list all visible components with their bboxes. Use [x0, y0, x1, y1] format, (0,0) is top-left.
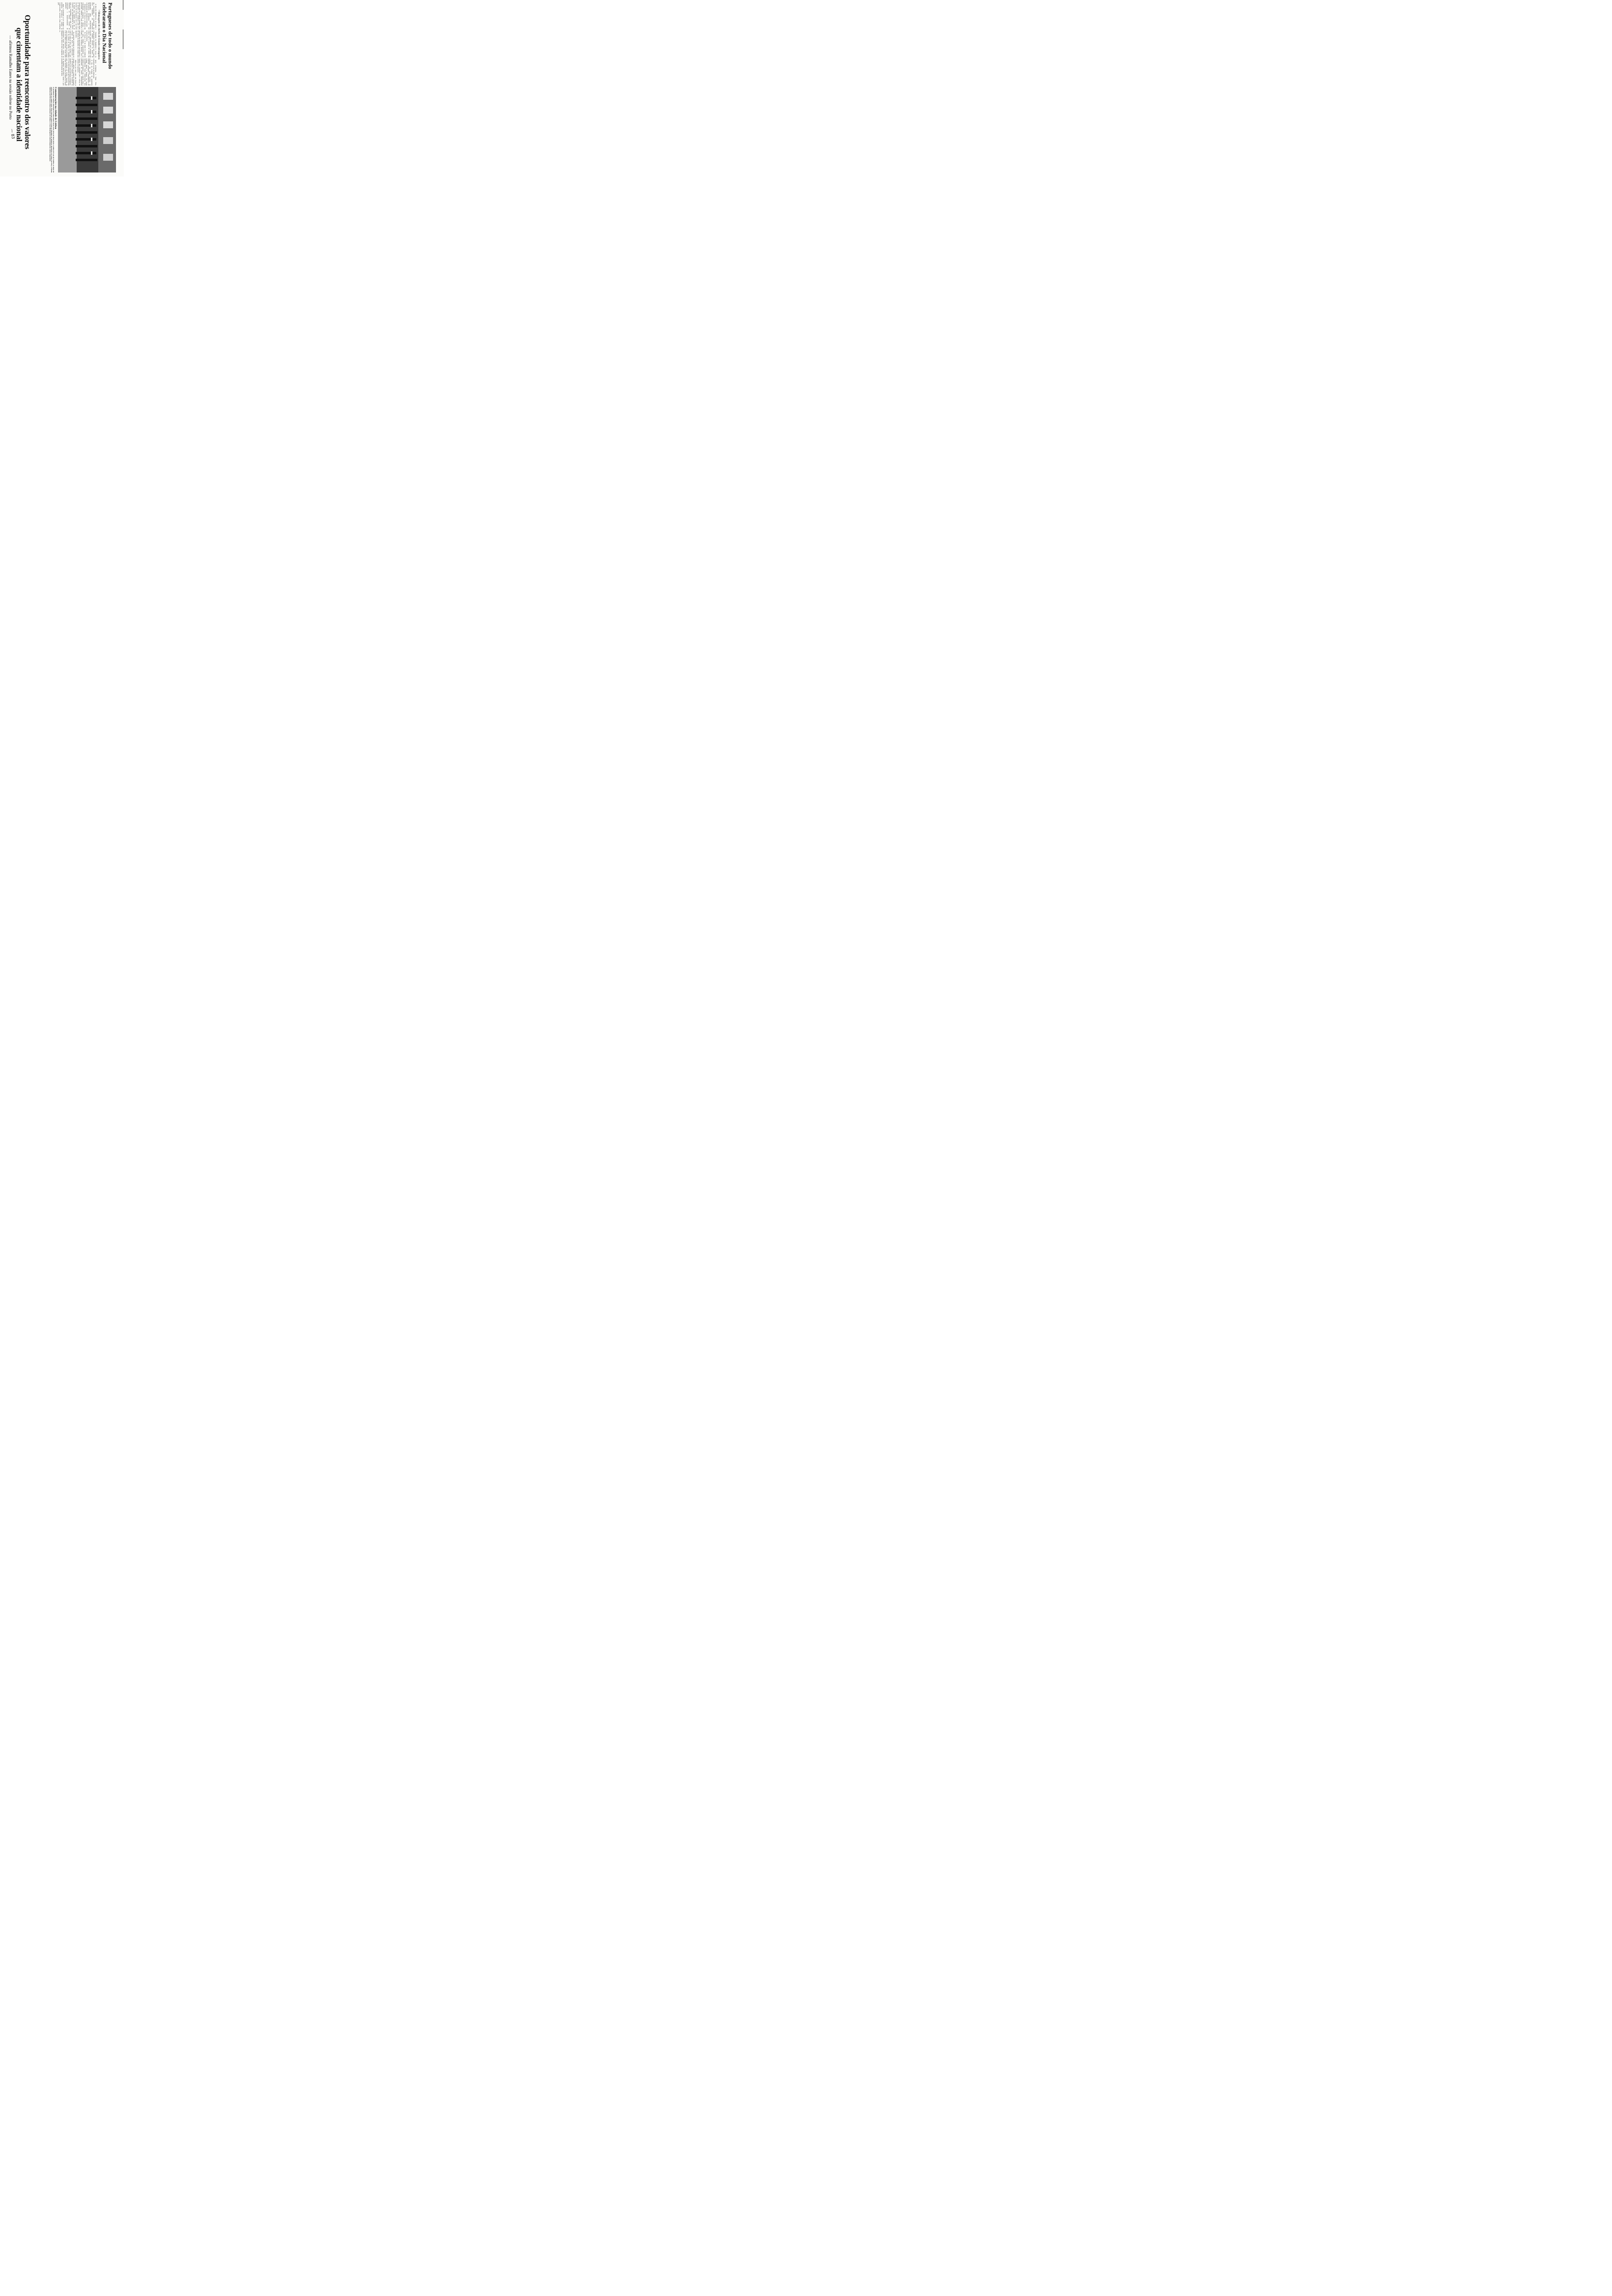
- paragraph: Após o governador se ter dirigido aos presentes, procedeu-se à entrega de condecorações, nacionais (duas atribuídas pelo: [57, 2, 65, 29]
- ceremony-photo: [58, 87, 116, 172]
- paragraph: guros portuguesa, e Veiga Pires, conselheiro social da embaixada.: [93, 58, 97, 86]
- main-headline-line2: que cimentam a identidade nacional: [15, 28, 23, 142]
- main-headline-line1: Oportunidade para reencontro dos valores: [23, 15, 31, 149]
- paragraph: Presidente da República) e locais. As comemorações iniciaram-se com o hastear da bandeira nacional no Palácio do Governo, seguindo-se uma cerimónia que contou com a presença de alunos das escolas de Macau.: [86, 30, 97, 57]
- article-headline-line1: Portugueses de todo o mundo: [107, 2, 113, 69]
- paragraph: O DIA DE PORTUGAL, de Camões e das Comunidades foi comemorado nos cinco continentes, em celebrações promovidas pelas representações diplomáticas portuguesas e por comunidades de cidadãos do nosso país.: [86, 2, 97, 29]
- article-headline-line2: celebraram o Dia Nacional: [101, 2, 108, 63]
- handwritten-annotation: — 83: [9, 128, 16, 140]
- photo-caption-text: O presidente da Câmara Municipal de Lisboa depôs ontem uma coroa de flores junto à estátua de Luís de Camões, no largo do mesmo nome na capital. Antes, Nuno Abecasis passou revista ao Batalhão de Sapadores Bombeiros de Lisboa (na foto). A Banda Sinfónica da PSP tocou os hinos nacional e de Lisboa e o Coro Municipal de Lisboa interpretou várias composições: [49, 87, 55, 172]
- article-column-1: [57, 2, 96, 29]
- article-headline: [101, 2, 113, 85]
- article-column-2: [58, 30, 96, 57]
- rotated-page-content: [0, 0, 124, 176]
- photo-caption-title: Comemorações na cidade de Lisboa: [54, 87, 57, 129]
- photo-graphic: [58, 87, 116, 172]
- paragraph: Na cerimónia realizada na Embaixada de Portugal em Paris, foi condecorada a cantora Linda de Suza, que recebeu a grã-cruz da Ordem do Infante D. Henrique «pela divulgação que tem feito de Portugal e da sua música tradicional». Foram ainda galardoados Santos Teixeira, director da delegação em Paris de uma companhia de se-: [59, 30, 75, 57]
- main-headline: [15, 15, 31, 176]
- newspaper-clipping: [0, 0, 124, 176]
- paragraph: Dirigindo-se em Macau a elementos das comunidades portuguesa e chinesa, o governador Almeida e Costa referiu-se à recente visita do Presidente Ramalho Eanes ao território, que considerou «não só o encontro dos Portugueses com o seu chefe de Estado mas também ponto alto de convívio, que quotidianamente se renova, entre as comunidades que aqui vivem e trabalham, no esforço comum de valorização e desenvolvimento do território».: [64, 2, 86, 29]
- paragraph: O Dia de Portugal foi igualmente assinalado nos países africanos de expressão portuguesa, nomeadamente em Luanda, Bissau e Maputo. Na capital moçambicana, foram condecorados dois cidadãos portugueses que, segundo disse o embaixador de Lisboa, «desempenham funções que contribuem para o reforço de amizade e cooperação».: [77, 58, 93, 86]
- article-subheadline: • Mensagens de chefes de Estado estrangeiros: [97, 10, 100, 59]
- article-column-3: [60, 58, 96, 86]
- headline-attribution: — afirmou Ramalho Eanes na sessão solene no Porto: [8, 35, 13, 120]
- paragraph: No Brasil, o 10 de Junho foi celebrado em várias cidades, nomeadamente em Brasília, em iniciativas diversas, com o patrocínio das associações luso-brasileiras e de câmaras de deputados das cidades mais importantes.: [75, 30, 86, 57]
- paragraph: Refira-se, por outro lado, que foram já tornadas públicas as primeiras mensagens de felicitações dirigidas ao Presidente da República por seus homólogos estrangeiros. É o caso das mensagens que foram enviadas pelo presidente do Soviete Supremo da União Soviética, pelo presidente de Estado da República Democrática Alemã e pelo presidente Mobutu, do Zaire.: [60, 58, 77, 86]
